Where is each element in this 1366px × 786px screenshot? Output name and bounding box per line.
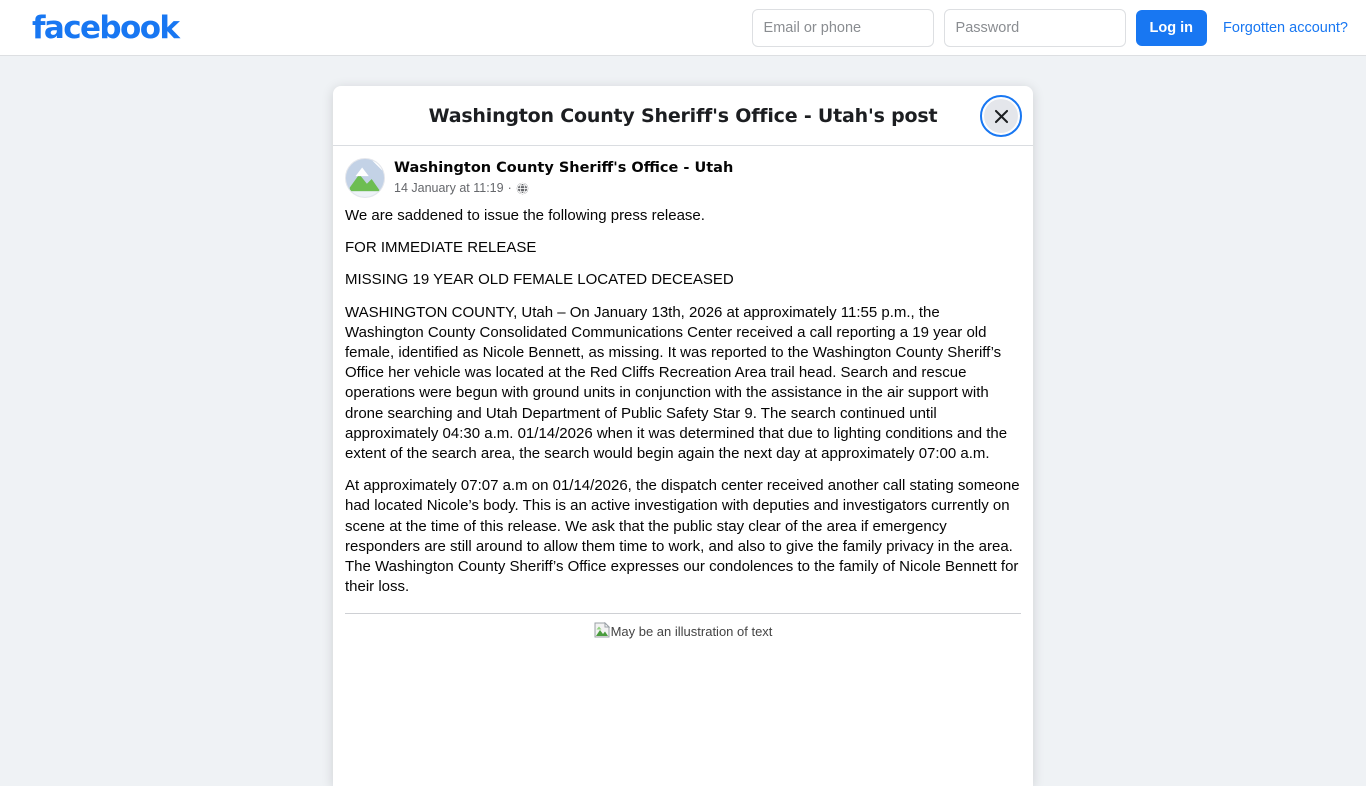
post-paragraph: MISSING 19 YEAR OLD FEMALE LOCATED DECEASED bbox=[345, 271, 734, 289]
close-icon-button[interactable] bbox=[983, 98, 1019, 134]
broken-image-avatar-icon bbox=[346, 159, 384, 197]
close-icon bbox=[993, 108, 1010, 125]
top-navigation-bar bbox=[0, 0, 1366, 56]
dialog-title: Washington County Sheriff's Office - Utah's post bbox=[428, 104, 938, 127]
post-author-header bbox=[345, 158, 1021, 206]
post-author-name[interactable]: Washington County Sheriff's Office - Utah bbox=[394, 160, 734, 176]
separator-dot: · bbox=[507, 181, 512, 195]
post-dialog bbox=[333, 86, 1033, 786]
dialog-header bbox=[333, 86, 1033, 146]
forgotten-account-link[interactable]: Forgotten account? bbox=[1223, 20, 1348, 36]
post-paragraph: WASHINGTON COUNTY, Utah – On January 13th, 2026 at approximately 11:55 p.m., the Washington County Consolidated Communications Center received a call reporting a 19 year old female, identified as Nicole Bennett, as missing. It was reported to the Washington County Sheriff’s Office her vehicle was located at the Red Cliffs Recreation Area trail head. Search and rescue operations were begun with ground units in conjunction with the assistance in the air support with drone searching and Utah Department of Public Safety Star 9. The search continued until approximately 04:30 a.m. 01/14/2026 when it was determined that due to lighting conditions and the extent of the search area, the search would begin again the next day at approximately 07:00 a.m. bbox=[345, 303, 1008, 463]
login-form bbox=[752, 9, 1348, 47]
post-paragraph: We are saddened to issue the following press release. bbox=[345, 207, 705, 224]
broken-image-placeholder[interactable] bbox=[594, 622, 773, 642]
post-subline bbox=[394, 180, 733, 197]
avatar[interactable] bbox=[345, 158, 385, 198]
post-meta bbox=[394, 158, 733, 197]
globe-icon[interactable] bbox=[516, 182, 529, 195]
log-in-button[interactable]: Log in bbox=[1136, 10, 1208, 46]
post-timestamp[interactable]: 14 January at 11:19 bbox=[394, 181, 504, 195]
password-input[interactable] bbox=[944, 9, 1126, 47]
broken-image-icon bbox=[594, 622, 610, 642]
facebook-logo[interactable]: facebook bbox=[32, 10, 179, 46]
post-paragraph: FOR IMMEDIATE RELEASE bbox=[345, 239, 537, 257]
post-media-area bbox=[345, 613, 1021, 786]
post-paragraph: At approximately 07:07 a.m on 01/14/2026, the dispatch center received another call stating someone had located Nicole’s body. This is an active investigation with deputies and investigators currently on scene at the time of this release. We ask that the public stay clear of the area if emergency responders are still around to allow them time to work, and also to give the family privacy in the area. The Washington County Sheriff’s Office expresses our condolences to the family of Nicole Bennett for their loss. bbox=[345, 477, 1020, 596]
post-container bbox=[333, 146, 1033, 786]
media-alt-text: May be an illustration of text bbox=[610, 624, 773, 640]
email-or-phone-input[interactable] bbox=[752, 9, 934, 47]
post-text-body bbox=[345, 206, 1021, 613]
